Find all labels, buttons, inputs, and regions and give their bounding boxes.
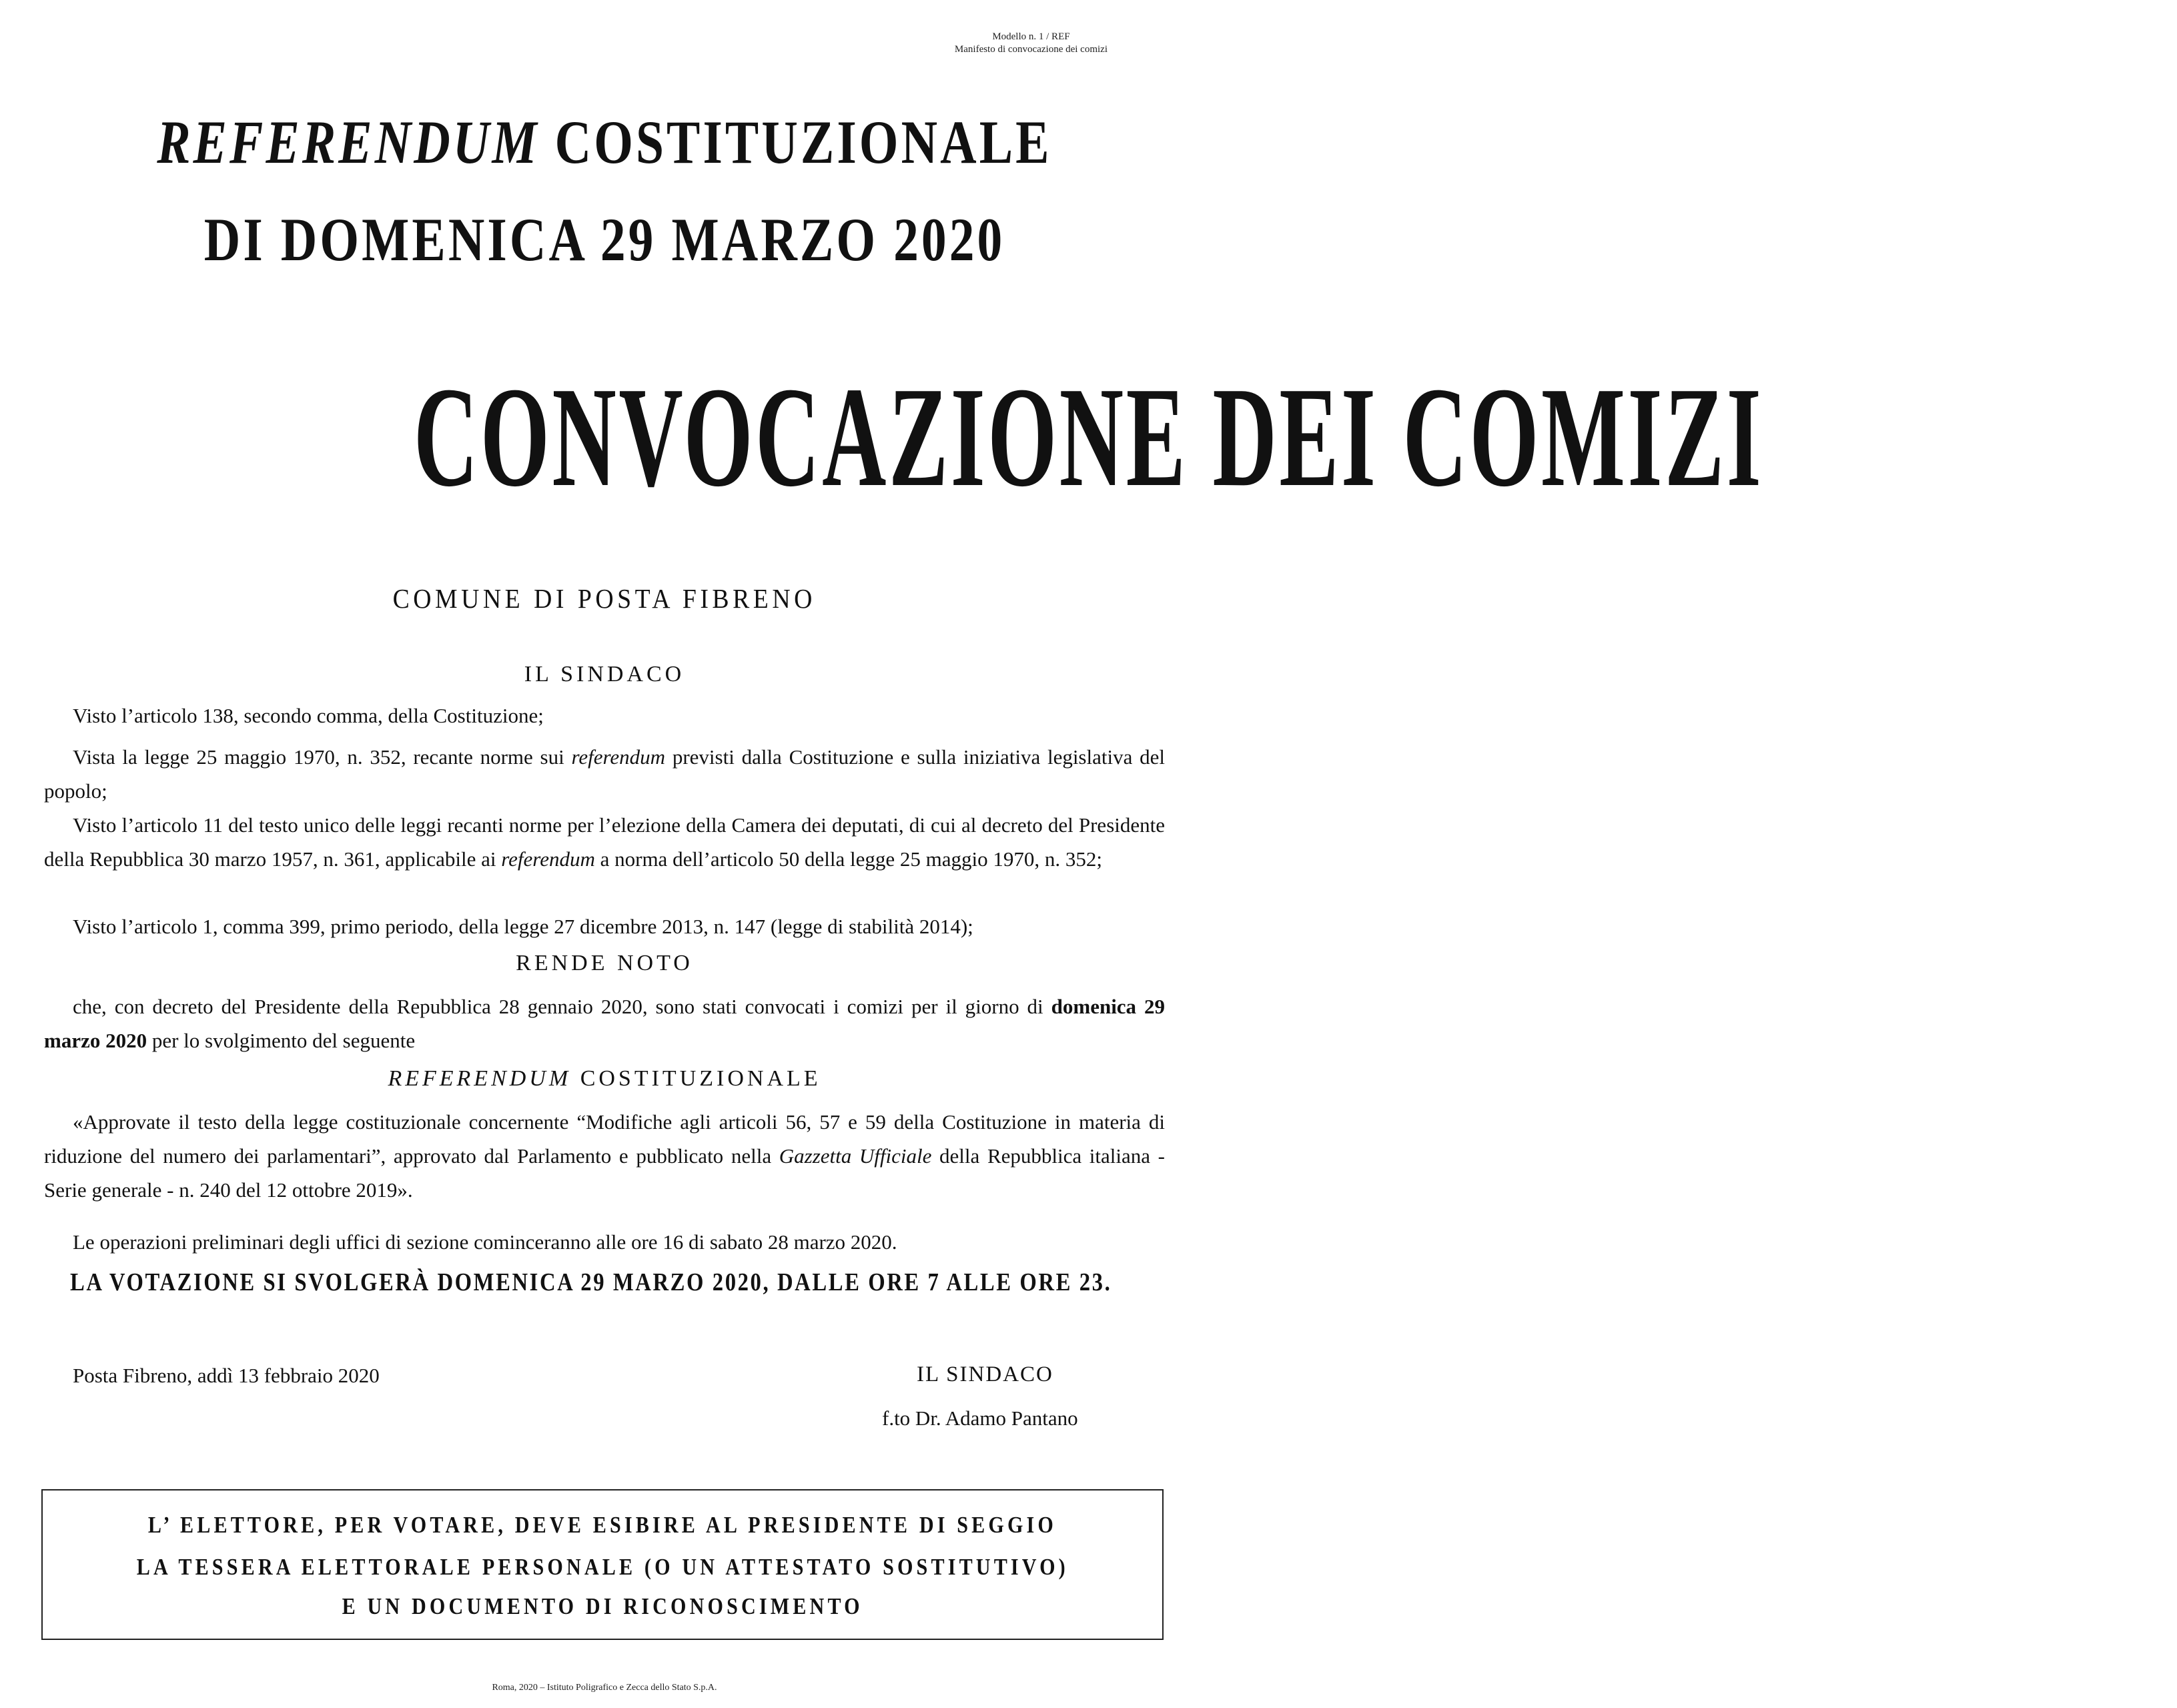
comune-heading xyxy=(0,582,1209,614)
header-costituzionale: COSTITUZIONALE xyxy=(554,108,1052,176)
voter-notice-box xyxy=(41,1489,1164,1640)
consideration-3-italic: referendum xyxy=(501,847,595,871)
notice-line-3-text: E UN DOCUMENTO DI RICONOSCIMENTO xyxy=(342,1593,863,1619)
place-date: Posta Fibreno, addì 13 febbraio 2020 xyxy=(73,1364,380,1387)
sindaco-heading: IL SINDACO xyxy=(524,662,685,687)
referendum-heading-italic: REFERENDUM xyxy=(388,1066,572,1091)
model-ref-line2: Manifesto di convocazione dei comizi xyxy=(954,44,1108,55)
announcement-date: domenica 29 marzo 2020 xyxy=(44,995,1166,1052)
notice-line-1-text: L’ ELETTORE, PER VOTARE, DEVE ESIBIRE AL PRESIDENTE DI SEGGIO xyxy=(147,1512,1057,1538)
consideration-2-italic: referendum xyxy=(571,745,666,769)
signature-title: IL SINDACO xyxy=(917,1362,1053,1386)
consideration-3-post: a norma dell’articolo 50 della legge 25 maggio 1970, n. 352; xyxy=(594,847,1103,871)
consideration-2-post: previsti dalla Costituzione e sulla iniziativa legislativa del popolo; xyxy=(44,745,1165,803)
page-title-text: CONVOCAZIONE DEI COMIZI xyxy=(414,357,1764,516)
consideration-1 xyxy=(44,699,1165,733)
consideration-4 xyxy=(44,909,1165,943)
notice-line-2 xyxy=(43,1554,1162,1581)
referendum-heading-rest: COSTITUZIONALE xyxy=(580,1066,821,1091)
referendum-question xyxy=(44,1105,1165,1207)
referendum-heading xyxy=(0,1066,1209,1092)
voting-line xyxy=(70,1268,1138,1297)
model-reference xyxy=(955,31,1108,56)
consideration-3-pre: Visto l’articolo 11 del testo unico delle leggi recanti norme per l’elezione della Camera dei deputati, di cui al decreto del Presidente della Repubblica 30 marzo 1957, n. 361, applicabile ai xyxy=(44,813,1165,871)
question-italic: Gazzetta Ufficiale xyxy=(779,1144,932,1168)
voting-line-text: LA VOTAZIONE SI SVOLGERÀ DOMENICA 29 MARZO 2020, DALLE ORE 7 ALLE ORE 23. xyxy=(70,1268,1112,1296)
header-line-1 xyxy=(0,105,1209,179)
consideration-2-pre: Vista la legge 25 maggio 1970, n. 352, recante norme sui xyxy=(73,745,572,769)
page-title xyxy=(0,357,1764,516)
consideration-1-text: Visto l’articolo 138, secondo comma, della Costituzione; xyxy=(73,704,544,727)
announcement-post: per lo svolgimento del seguente xyxy=(147,1029,416,1052)
notice-line-3 xyxy=(43,1593,1162,1620)
consideration-4-text: Visto l’articolo 1, comma 399, primo periodo, della legge 27 dicembre 2013, n. 147 (legge di stabilità 2014); xyxy=(73,915,973,938)
consideration-2 xyxy=(44,740,1165,808)
consideration-3 xyxy=(44,808,1165,876)
notice-line-2-text: LA TESSERA ELETTORALE PERSONALE (O UN ATTESTATO SOSTITUTIVO) xyxy=(136,1554,1069,1580)
header-date: DI DOMENICA 29 MARZO 2020 xyxy=(203,205,1005,274)
rende-noto-heading: RENDE NOTO xyxy=(516,951,693,975)
notice-line-1 xyxy=(43,1512,1162,1539)
preliminary-operations xyxy=(44,1225,1165,1259)
question-post: della Repubblica italiana - Serie generale - n. 240 del 12 ottobre 2019». xyxy=(44,1144,1165,1202)
comune-text: COMUNE DI POSTA FIBRENO xyxy=(392,583,817,614)
header-line-2 xyxy=(0,203,1209,276)
model-ref-line1: Modello n. 1 / REF xyxy=(992,31,1070,42)
announcement xyxy=(44,989,1165,1057)
preliminary-operations-text: Le operazioni preliminari degli uffici di sezione cominceranno alle ore 16 di sabato 28 marzo 2020. xyxy=(73,1230,897,1254)
footer: Roma, 2020 – Istituto Poligrafico e Zecca dello Stato S.p.A. xyxy=(492,1683,717,1693)
question-pre: «Approvate il testo della legge costituzionale concernente “Modifiche agli articoli 56, 57 e 59 della Costituzione in materia di riduzione del numero dei parlamentari”, approvato dal Parlamento e pubblicato nella xyxy=(44,1110,1165,1168)
signature-name: f.to Dr. Adamo Pantano xyxy=(882,1406,1078,1430)
announcement-pre: che, con decreto del Presidente della Repubblica 28 gennaio 2020, sono stati convocati i comizi per il giorno di xyxy=(73,995,1051,1018)
header-referendum-italic: REFERENDUM xyxy=(157,108,540,176)
